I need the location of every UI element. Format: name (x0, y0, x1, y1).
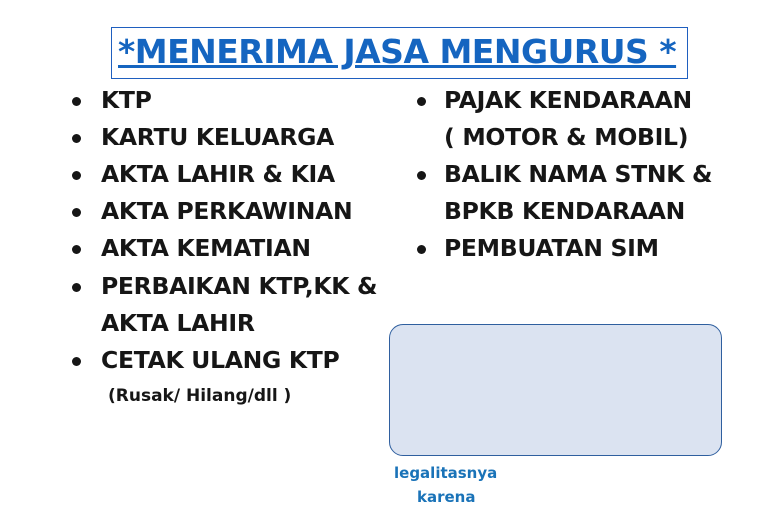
bullet-icon (72, 171, 81, 180)
list-item-continuation: AKTA LAHIR (101, 309, 255, 337)
bullet-icon (417, 245, 426, 254)
list-item: CETAK ULANG KTP (101, 346, 340, 374)
list-item-continuation: ( MOTOR & MOBIL) (444, 123, 689, 151)
bullet-icon (72, 134, 81, 143)
bullet-icon (72, 245, 81, 254)
list-item: KARTU KELUARGA (101, 123, 335, 151)
bullet-icon (72, 97, 81, 106)
list-item: PERBAIKAN KTP,KK & (101, 272, 378, 300)
overflow-text-line: legalitasnya (394, 464, 498, 482)
bullet-icon (72, 208, 81, 217)
page-title: *MENERIMA JASA MENGURUS * (118, 32, 677, 71)
list-item: AKTA LAHIR & KIA (101, 160, 335, 188)
list-item: AKTA PERKAWINAN (101, 197, 353, 225)
rounded-callout-box (389, 324, 722, 456)
list-note: (Rusak/ Hilang/dll ) (108, 386, 292, 406)
bullet-icon (72, 357, 81, 366)
bullet-icon (417, 97, 426, 106)
bullet-icon (417, 171, 426, 180)
overflow-text-line: karena (417, 488, 476, 506)
list-item: KTP (101, 86, 152, 114)
list-item: PAJAK KENDARAAN (444, 86, 692, 114)
list-item: AKTA KEMATIAN (101, 234, 311, 262)
list-item: BALIK NAMA STNK & (444, 160, 713, 188)
list-item-continuation: BPKB KENDARAAN (444, 197, 686, 225)
list-item: PEMBUATAN SIM (444, 234, 659, 262)
bullet-icon (72, 283, 81, 292)
